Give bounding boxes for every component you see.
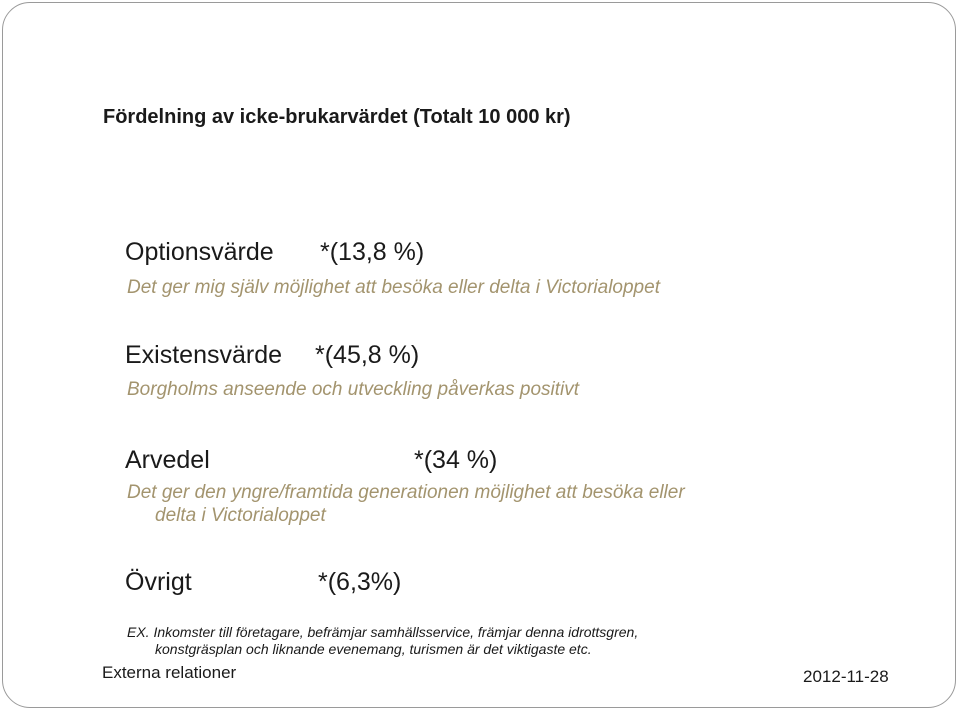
item-heading-ovrigt [125,568,402,597]
item-label: Övrigt [125,568,192,596]
item-label: Existensvärde [125,341,283,369]
footer-date: 2012-11-28 [803,667,889,686]
item-percent: *(45,8 %) [315,341,420,369]
item-percent: *(34 %) [414,446,498,474]
item-percent: *(13,8 %) [320,238,425,266]
item-percent: *(6,3%) [318,568,402,596]
description-line: delta i Victorialoppet [155,505,326,526]
slide-title: Fördelning av icke-brukarvärdet (Totalt 10 000 kr) [103,106,571,128]
footer-organization: Externa relationer [102,663,237,682]
item-heading-arvedel [125,446,498,475]
item-heading-existensvarde [125,341,420,370]
item-description-existensvarde: Borgholms anseende och utveckling påverkas positivt [127,379,580,400]
example-text [127,624,847,658]
item-description-arvedel [127,481,827,527]
description-line: Det ger den yngre/framtida generationen möjlighet att besöka eller [127,482,685,503]
item-description-optionsvarde: Det ger mig själv möjlighet att besöka eller delta i Victorialoppet [127,277,660,298]
item-label: Optionsvärde [125,238,274,266]
example-line: konstgräsplan och liknande evenemang, turismen är det viktigaste etc. [155,641,592,657]
example-line: EX. Inkomster till företagare, befrämjar samhällsservice, främjar denna idrottsgren, [127,624,639,640]
item-label: Arvedel [125,446,210,474]
item-heading-optionsvarde [125,238,425,267]
